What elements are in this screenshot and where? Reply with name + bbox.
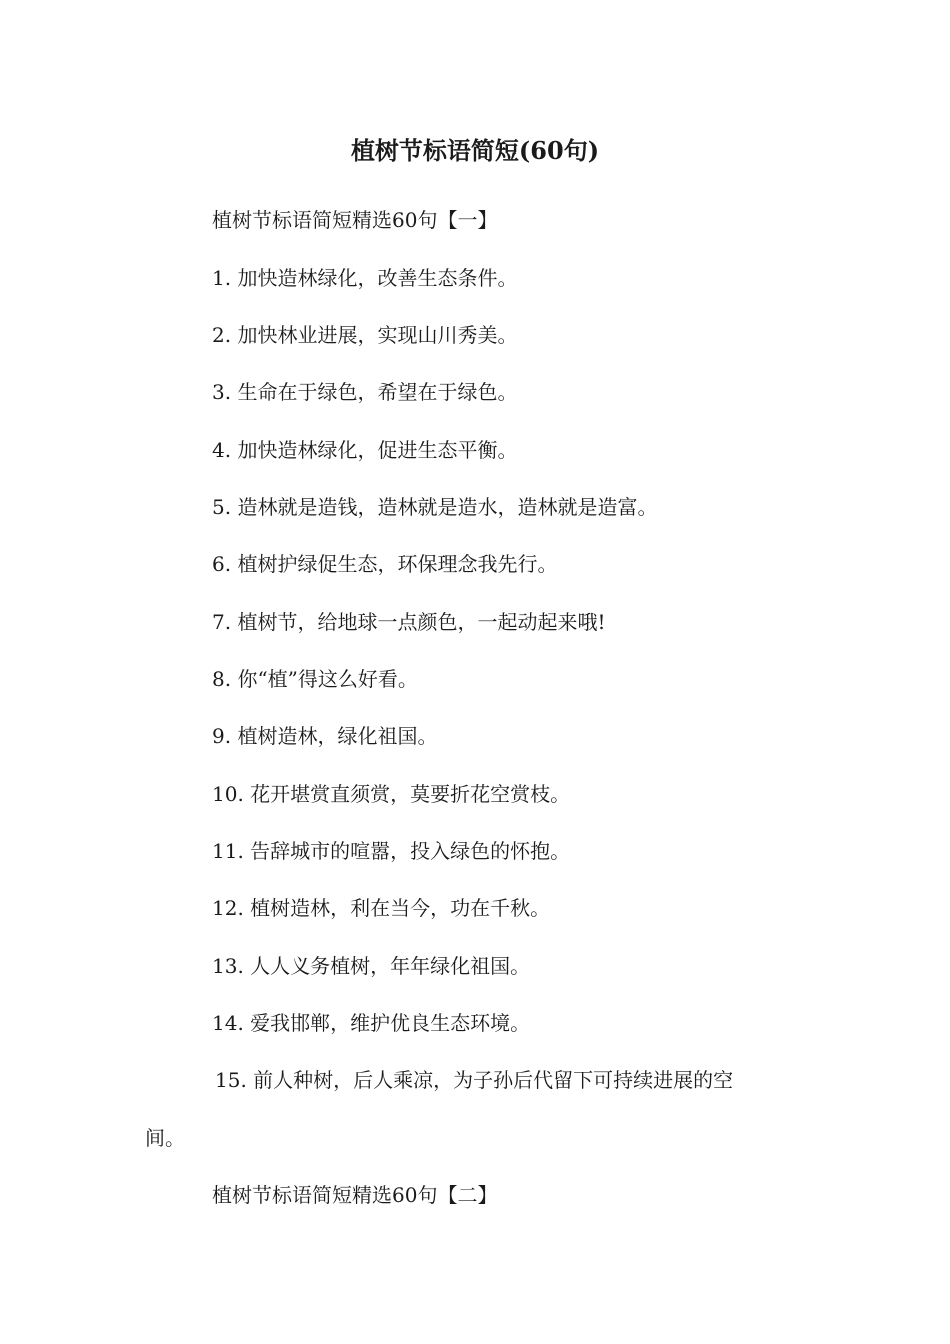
document-title: 植树节标语简短(60句) — [350, 136, 600, 165]
section-heading-two: 植树节标语简短精选60句【二】 — [212, 1183, 498, 1207]
list-item-15-line-1: 15. 前人种树，后人乘凉，为子孙后代留下可持续进展的空 — [215, 1068, 734, 1092]
list-item: 10. 花开堪赏直须赏，莫要折花空赏枝。 — [212, 782, 571, 806]
list-item: 2. 加快林业进展，实现山川秀美。 — [212, 323, 518, 347]
list-item: 12. 植树造林，利在当今，功在千秋。 — [212, 896, 551, 920]
list-item: 4. 加快造林绿化，促进生态平衡。 — [212, 438, 518, 462]
list-item: 7. 植树节，给地球一点颜色，一起动起来哦! — [212, 610, 606, 634]
list-item-15-line-2: 间。 — [145, 1126, 185, 1150]
list-item: 8. 你“植”得这么好看。 — [212, 667, 418, 691]
list-item: 13. 人人义务植树，年年绿化祖国。 — [212, 954, 531, 978]
list-item: 11. 告辞城市的喧嚣，投入绿色的怀抱。 — [212, 839, 571, 863]
list-item: 1. 加快造林绿化，改善生态条件。 — [212, 266, 518, 290]
list-item: 6. 植树护绿促生态，环保理念我先行。 — [212, 552, 558, 576]
list-item: 3. 生命在于绿色，希望在于绿色。 — [212, 380, 518, 404]
list-item: 5. 造林就是造钱，造林就是造水，造林就是造富。 — [212, 495, 658, 519]
list-item: 9. 植树造林，绿化祖国。 — [212, 724, 438, 748]
list-item: 14. 爱我邯郸，维护优良生态环境。 — [212, 1011, 531, 1035]
section-heading-one: 植树节标语简短精选60句【一】 — [212, 208, 498, 232]
